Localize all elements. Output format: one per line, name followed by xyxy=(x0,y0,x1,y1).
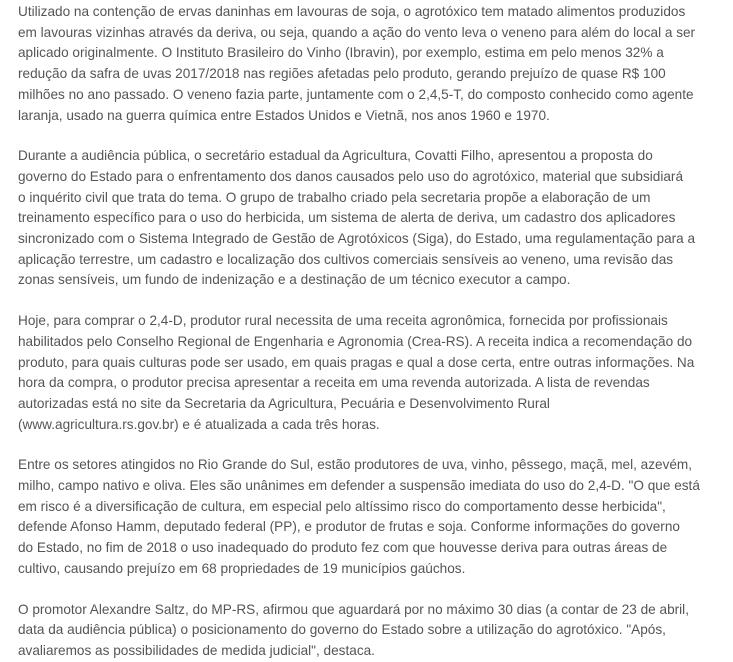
paragraph-line: defende Afonso Hamm, deputado federal (PP), e produtor de frutas e soja. Conforme informações do governo xyxy=(18,519,680,535)
article-paragraph xyxy=(18,146,722,291)
paragraph-line: zonas sensíveis, um fundo de indenização e a destinação de um técnico executor a campo. xyxy=(18,272,571,288)
paragraph-line: Durante a audiência pública, o secretário estadual da Agricultura, Covatti Filho, apresentou a proposta do xyxy=(18,148,653,164)
paragraph-line: aplicado originalmente. O Instituto Brasileiro do Vinho (Ibravin), por exemplo, estima em pelo menos 32% a xyxy=(18,45,664,61)
paragraph-line: hora da compra, o produtor precisa apresentar a receita em uma revenda autorizada. A lista de revendas xyxy=(18,375,650,391)
paragraph-line: governo do Estado para o enfrentamento dos danos causados pelo uso do agrotóxico, material que subsidiará xyxy=(18,168,684,184)
paragraph-line: autorizadas está no site da Secretaria da Agricultura, Pecuária e Desenvolvimento Rural xyxy=(18,395,550,411)
paragraph-line: cultivo, causando prejuízo em 68 propriedades de 19 municípios gaúchos. xyxy=(18,560,466,576)
article-paragraph xyxy=(18,2,722,126)
paragraph-line: data da audiência pública) o posicionamento do governo do Estado sobre a utilização do agrotóxico. "Após, xyxy=(18,622,666,638)
paragraph-line: laranja, usado na guerra química entre Estados Unidos e Vietnã, nos anos 1960 e 1970. xyxy=(18,107,550,123)
article-paragraph xyxy=(18,455,722,579)
paragraph-line: redução da safra de uvas 2017/2018 nas regiões afetadas pelo produto, gerando prejuízo de quase R$ 100 xyxy=(18,66,666,82)
paragraph-line: em lavouras vizinhas através da deriva, ou seja, quando a ação do vento leva o veneno para além do local a ser xyxy=(18,24,696,40)
paragraph-line: O promotor Alexandre Saltz, do MP-RS, afirmou que aguardará por no máximo 30 dias (a contar de 23 de abril, xyxy=(18,601,689,617)
paragraph-line: milhões no ano passado. O veneno fazia parte, juntamente com o 2,4,5-T, do composto conhecido como agente xyxy=(18,86,694,102)
paragraph-line: (www.agricultura.rs.gov.br) e é atualizada a cada três horas. xyxy=(18,416,380,432)
paragraph-line: produto, para quais culturas pode ser usado, em quais pragas e qual a dose certa, entre outras informações. Na xyxy=(18,354,695,370)
article-paragraph xyxy=(18,311,722,435)
paragraph-line: Utilizado na contenção de ervas daninhas em lavouras de soja, o agrotóxico tem matado alimentos produzidos xyxy=(18,4,686,19)
paragraph-line: Entre os setores atingidos no Rio Grande do Sul, estão produtores de uva, vinho, pêssego, maçã, mel, azevém, xyxy=(18,457,693,473)
paragraph-line: o inquérito civil que trata do tema. O grupo de trabalho criado pela secretaria propõe a elaboração de um xyxy=(18,189,651,205)
paragraph-line: avaliaremos as possibilidades de medida judicial", destaca. xyxy=(18,642,375,658)
paragraph-line: milho, campo nativo e oliva. Eles são unânimes em defender a suspensão imediata do uso do 2,4-D. "O que está xyxy=(18,478,700,494)
paragraph-line: em risco é a diversificação de cultura, em especial pelo altíssimo risco do comportamento desse herbicida", xyxy=(18,498,666,514)
paragraph-line: do Estado, no fim de 2018 o uso inadequado do produto fez com que houvesse deriva para outras áreas de xyxy=(18,540,668,556)
paragraph-line: sincronizado com o Sistema Integrado de Gestão de Agrotóxicos (Siga), do Estado, uma regulamentação para a xyxy=(18,231,696,247)
paragraph-line: treinamento específico para o uso do herbicida, um sistema de alerta de deriva, um cadastro dos aplicadores xyxy=(18,210,676,226)
paragraph-line: Hoje, para comprar o 2,4-D, produtor rural necessita de uma receita agronômica, fornecida por profissionais xyxy=(18,313,668,329)
paragraph-line: habilitados pelo Conselho Regional de Engenharia e Agronomia (Crea-RS). A receita indica a recomendação do xyxy=(18,333,693,349)
paragraph-line: aplicação terrestre, um cadastro e localização dos cultivos comerciais sensíveis ao veneno, uma revisão das xyxy=(18,251,674,267)
article-paragraph xyxy=(18,600,722,662)
